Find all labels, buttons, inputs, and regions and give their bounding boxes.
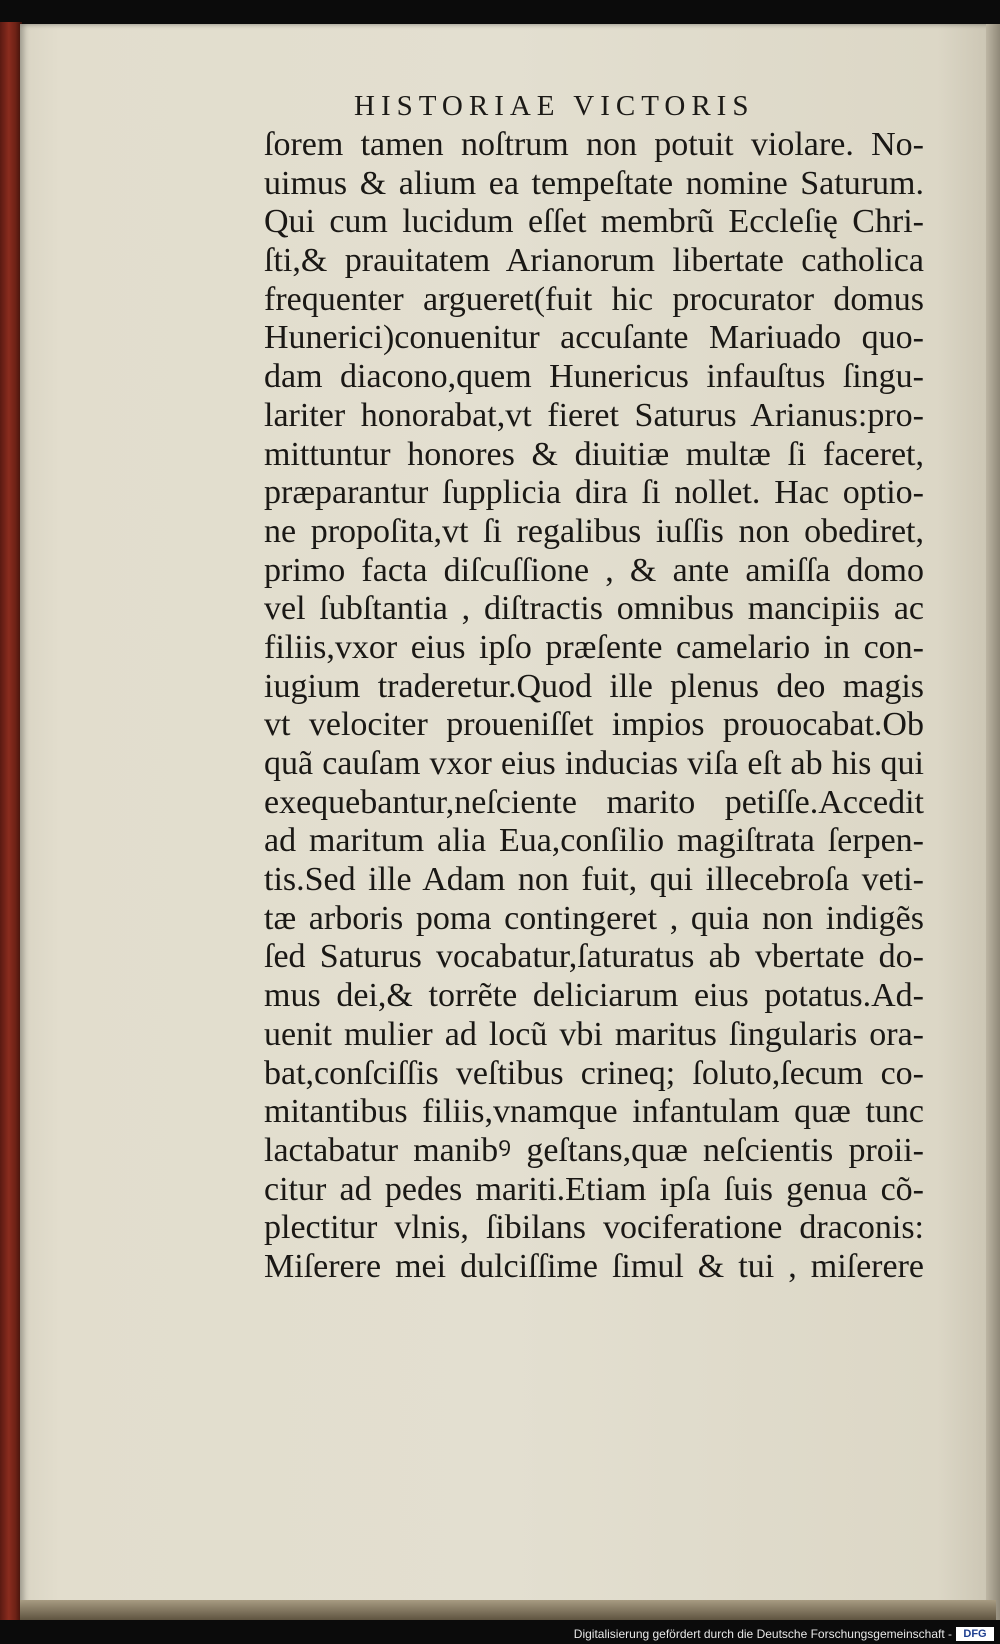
text-line: præparantur ſupplicia dira ſi nollet. Hac optio-: [264, 474, 924, 512]
text-line: iugium traderetur.Quod ille plenus deo magis: [264, 667, 924, 705]
text-line: lariter honorabat,vt fieret Saturus Arianus:pro-: [264, 396, 924, 434]
text-line: ne propoſita,vt ſi regalibus iuſſis non obediret,: [264, 512, 924, 550]
running-head: HISTORIAE VICTORIS: [354, 90, 755, 122]
text-line: uimus & alium ea tempeſtate nomine Saturum.: [264, 164, 924, 202]
text-line: citur ad pedes mariti.Etiam ipſa ſuis genua cõ-: [264, 1170, 924, 1208]
text-line: dam diacono,quem Hunericus infauſtus ſingu-: [264, 358, 924, 396]
text-line: lactabatur manibꝰ geſtans,quæ neſcientis proii-: [264, 1131, 924, 1169]
text-line: uenit mulier ad locũ vbi maritus ſingularis ora-: [264, 1015, 924, 1053]
dfg-logo: DFG: [956, 1627, 994, 1641]
text-line: mus dei,& torrẽte deliciarum eius potatus.Ad-: [264, 977, 924, 1015]
text-line: ad maritum alia Eua,conſilio magiſtrata ſerpen-: [264, 822, 924, 860]
text-line: Hunerici)conuenitur accuſante Mariuado quo-: [264, 319, 924, 357]
text-line: ſti,& prauitatem Arianorum libertate catholica: [264, 242, 924, 280]
text-line: mitantibus filiis,vnamque infantulam quæ tunc: [264, 1093, 924, 1131]
text-line: filiis,vxor eius ipſo præſente camelario in con-: [264, 628, 924, 666]
text-line: exequebantur,neſciente marito petiſſe.Accedit: [264, 783, 924, 821]
text-line: mittuntur honores & diuitiæ multæ ſi faceret,: [264, 435, 924, 473]
text-line: ſed Saturus vocabatur,ſaturatus ab vbertate do-: [264, 938, 924, 976]
text-line: ſorem tamen noſtrum non potuit violare. No-: [264, 126, 924, 163]
page-bottom-edge: [20, 1600, 996, 1620]
text-line: tæ arboris poma contingeret , quia non indigẽs: [264, 899, 924, 937]
text-line: vel ſubſtantia , diſtractis omnibus mancipiis ac: [264, 590, 924, 628]
text-line: primo facta diſcuſſione , & ante amiſſa domo: [264, 551, 924, 589]
text-line: frequenter argueret(fuit hic procurator domus: [264, 280, 924, 318]
text-line: Qui cum lucidum eſſet membrũ Eccleſię Chri-: [264, 203, 924, 241]
text-line: vt velociter proueniſſet impios prouocabat.Ob: [264, 706, 924, 744]
digitization-credit: Digitalisierung gefördert durch die Deutsche Forschungsgemeinschaft -: [573, 1627, 952, 1641]
text-line: tis.Sed ille Adam non fuit, qui illecebroſa veti-: [264, 861, 924, 899]
body-text: [264, 126, 924, 1287]
text-line: Miſerere mei dulciſſime ſimul & tui , miſerere: [264, 1247, 924, 1285]
page-right-edge: [986, 24, 1000, 1620]
text-line: quã cauſam vxor eius inducias viſa eſt ab his qui: [264, 745, 924, 782]
text-line: plectitur vlnis, ſibilans vociferatione draconis:: [264, 1209, 924, 1247]
text-line: bat,conſciſſis veſtibus crineq; ſoluto,ſecum co-: [264, 1054, 924, 1092]
book-spine-edge: [0, 22, 22, 1620]
